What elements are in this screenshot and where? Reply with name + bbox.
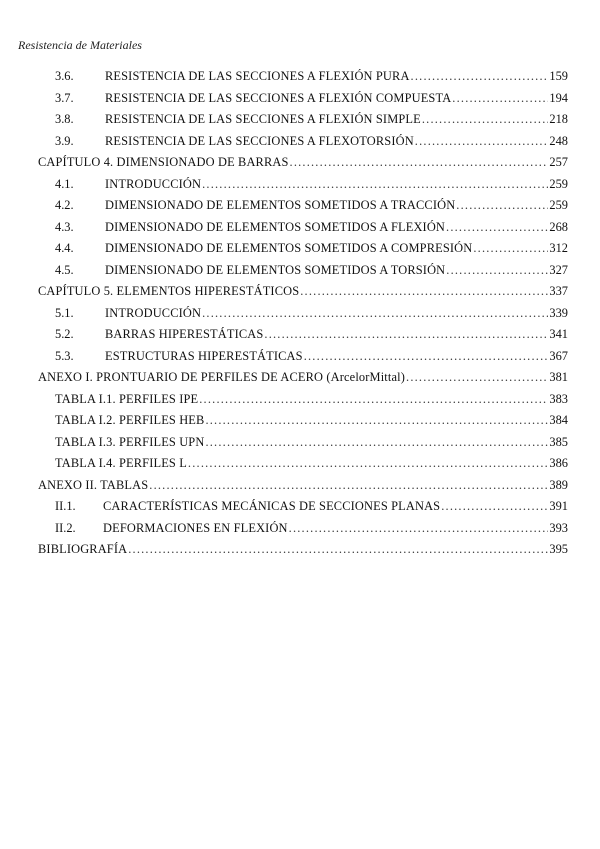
toc-leader-dots <box>473 238 548 260</box>
toc-entry <box>0 281 600 303</box>
toc-entry <box>0 475 600 497</box>
toc-entry <box>0 432 600 454</box>
toc-entry-body <box>105 66 568 88</box>
toc-entry-page: 218 <box>549 112 568 126</box>
toc-entry <box>0 174 600 196</box>
toc-entry <box>0 88 600 110</box>
toc-entry-title: TABLA I.4. PERFILES L <box>55 456 187 470</box>
toc-leader-dots <box>202 174 548 196</box>
toc-entry <box>0 66 600 88</box>
toc-entry-number: 3.6. <box>55 69 74 83</box>
toc-entry-title: RESISTENCIA DE LAS SECCIONES A FLEXIÓN SIMPLE <box>105 112 421 126</box>
toc-leader-dots <box>205 432 548 454</box>
toc-entry-title: ANEXO I. PRONTUARIO DE PERFILES DE ACERO (ArcelorMittal) <box>38 370 406 384</box>
toc-entry-page: 312 <box>549 241 568 255</box>
toc-entry <box>0 109 600 131</box>
toc-entry <box>0 131 600 153</box>
toc-entry-page: 381 <box>549 370 568 384</box>
toc-entry-title: CAPÍTULO 4. DIMENSIONADO DE BARRAS <box>38 155 289 169</box>
toc-leader-dots <box>289 518 549 540</box>
toc-entry-body <box>55 410 568 432</box>
toc-leader-dots <box>406 367 548 389</box>
toc-entry-page: 393 <box>549 520 568 535</box>
toc-entry-number: 4.4. <box>55 241 74 255</box>
toc-entry-number: 3.7. <box>55 90 74 105</box>
toc-entry <box>0 238 600 260</box>
toc-entry-number: 4.2. <box>55 198 74 212</box>
table-of-contents <box>0 66 600 561</box>
toc-entry-body <box>105 260 568 282</box>
toc-entry-page: 248 <box>549 133 568 148</box>
toc-entry-title: DIMENSIONADO DE ELEMENTOS SOMETIDOS A FLEXIÓN <box>105 219 446 234</box>
toc-entry-body <box>103 496 568 518</box>
toc-entry-body <box>105 324 568 346</box>
toc-leader-dots <box>452 88 548 110</box>
toc-entry-body <box>105 109 568 131</box>
toc-entry <box>0 518 600 540</box>
toc-entry <box>0 389 600 411</box>
toc-entry-body <box>38 367 568 389</box>
toc-entry-title: BIBLIOGRAFÍA <box>38 542 128 556</box>
toc-entry-number: 4.1. <box>55 176 74 191</box>
toc-entry-body <box>38 152 568 174</box>
toc-entry-page: 259 <box>549 176 568 191</box>
toc-entry-body <box>105 195 568 217</box>
toc-entry-page: 341 <box>549 327 568 341</box>
toc-entry-title: DEFORMACIONES EN FLEXIÓN <box>103 520 288 535</box>
toc-leader-dots <box>202 303 548 325</box>
toc-entry-title: BARRAS HIPERESTÁTICAS <box>105 327 264 341</box>
toc-entry <box>0 195 600 217</box>
toc-entry-page: 385 <box>549 434 568 449</box>
toc-entry-number: 5.3. <box>55 348 74 363</box>
toc-leader-dots <box>456 195 548 217</box>
toc-entry-body <box>38 281 568 303</box>
toc-entry-title: INTRODUCCIÓN <box>105 305 202 320</box>
toc-entry-title: TABLA I.2. PERFILES HEB <box>55 413 205 427</box>
toc-entry-body <box>105 174 568 196</box>
toc-entry-page: 386 <box>549 456 568 470</box>
toc-entry-body <box>105 88 568 110</box>
toc-entry-body <box>38 475 568 497</box>
toc-entry-title: DIMENSIONADO DE ELEMENTOS SOMETIDOS A COMPRESIÓN <box>105 241 473 255</box>
toc-leader-dots <box>188 453 548 475</box>
toc-entry-body <box>55 453 568 475</box>
toc-entry-title: RESISTENCIA DE LAS SECCIONES A FLEXOTORSIÓN <box>105 133 414 148</box>
toc-entry-page: 391 <box>549 499 568 513</box>
toc-entry <box>0 152 600 174</box>
toc-entry-title: CAPÍTULO 5. ELEMENTOS HIPERESTÁTICOS <box>38 284 300 298</box>
toc-leader-dots <box>290 152 549 174</box>
toc-entry <box>0 496 600 518</box>
toc-leader-dots <box>446 260 548 282</box>
toc-entry <box>0 410 600 432</box>
toc-entry-title: ESTRUCTURAS HIPERESTÁTICAS <box>105 348 303 363</box>
toc-entry-page: 339 <box>549 305 568 320</box>
toc-leader-dots <box>411 66 549 88</box>
toc-entry-title: DIMENSIONADO DE ELEMENTOS SOMETIDOS A TORSIÓN <box>105 262 446 277</box>
toc-entry-body <box>105 303 568 325</box>
toc-entry-page: 257 <box>549 155 568 169</box>
toc-entry-body <box>105 217 568 239</box>
toc-leader-dots <box>149 475 548 497</box>
toc-entry <box>0 217 600 239</box>
toc-leader-dots <box>199 389 548 411</box>
toc-entry-body <box>105 131 568 153</box>
toc-entry-title: CARACTERÍSTICAS MECÁNICAS DE SECCIONES PLANAS <box>103 499 441 513</box>
toc-entry-title: RESISTENCIA DE LAS SECCIONES A FLEXIÓN COMPUESTA <box>105 90 452 105</box>
toc-entry-page: 159 <box>549 69 568 83</box>
toc-leader-dots <box>205 410 548 432</box>
toc-entry-body <box>105 238 568 260</box>
toc-entry <box>0 324 600 346</box>
toc-entry-title: RESISTENCIA DE LAS SECCIONES A FLEXIÓN PURA <box>105 69 410 83</box>
toc-entry-number: 3.8. <box>55 112 74 126</box>
toc-entry-title: INTRODUCCIÓN <box>105 176 202 191</box>
toc-leader-dots <box>446 217 548 239</box>
toc-entry <box>0 367 600 389</box>
toc-entry <box>0 453 600 475</box>
toc-entry-page: 337 <box>549 284 568 298</box>
toc-entry-body <box>105 346 568 368</box>
toc-entry-page: 194 <box>549 90 568 105</box>
toc-entry-title: DIMENSIONADO DE ELEMENTOS SOMETIDOS A TRACCIÓN <box>105 198 456 212</box>
toc-entry-page: 384 <box>549 413 568 427</box>
toc-entry-page: 268 <box>549 219 568 234</box>
toc-entry <box>0 539 600 561</box>
toc-entry-body <box>55 432 568 454</box>
toc-entry-number: 5.2. <box>55 327 74 341</box>
toc-entry-body <box>38 539 568 561</box>
toc-leader-dots <box>264 324 548 346</box>
toc-entry-page: 259 <box>549 198 568 212</box>
toc-entry-number: 3.9. <box>55 133 74 148</box>
toc-entry-title: TABLA I.1. PERFILES IPE <box>55 391 199 406</box>
toc-entry-page: 367 <box>549 348 568 363</box>
toc-leader-dots <box>441 496 548 518</box>
toc-entry-number: 5.1. <box>55 305 74 320</box>
toc-entry <box>0 303 600 325</box>
toc-leader-dots <box>304 346 549 368</box>
toc-entry-page: 395 <box>549 542 568 556</box>
toc-entry-body <box>103 518 568 540</box>
toc-entry-number: 4.5. <box>55 262 74 277</box>
toc-entry-page: 389 <box>549 477 568 492</box>
toc-leader-dots <box>128 539 548 561</box>
toc-entry-body <box>55 389 568 411</box>
toc-entry-number: 4.3. <box>55 219 74 234</box>
toc-entry-number: II.2. <box>55 520 76 535</box>
running-header: Resistencia de Materiales <box>18 38 142 52</box>
toc-leader-dots <box>422 109 549 131</box>
toc-entry-page: 383 <box>549 391 568 406</box>
toc-entry-number: II.1. <box>55 499 76 513</box>
toc-leader-dots <box>415 131 549 153</box>
toc-entry-title: TABLA I.3. PERFILES UPN <box>55 434 205 449</box>
toc-entry-title: ANEXO II. TABLAS <box>38 477 149 492</box>
toc-entry <box>0 346 600 368</box>
toc-entry-page: 327 <box>549 262 568 277</box>
toc-entry <box>0 260 600 282</box>
toc-leader-dots <box>300 281 548 303</box>
